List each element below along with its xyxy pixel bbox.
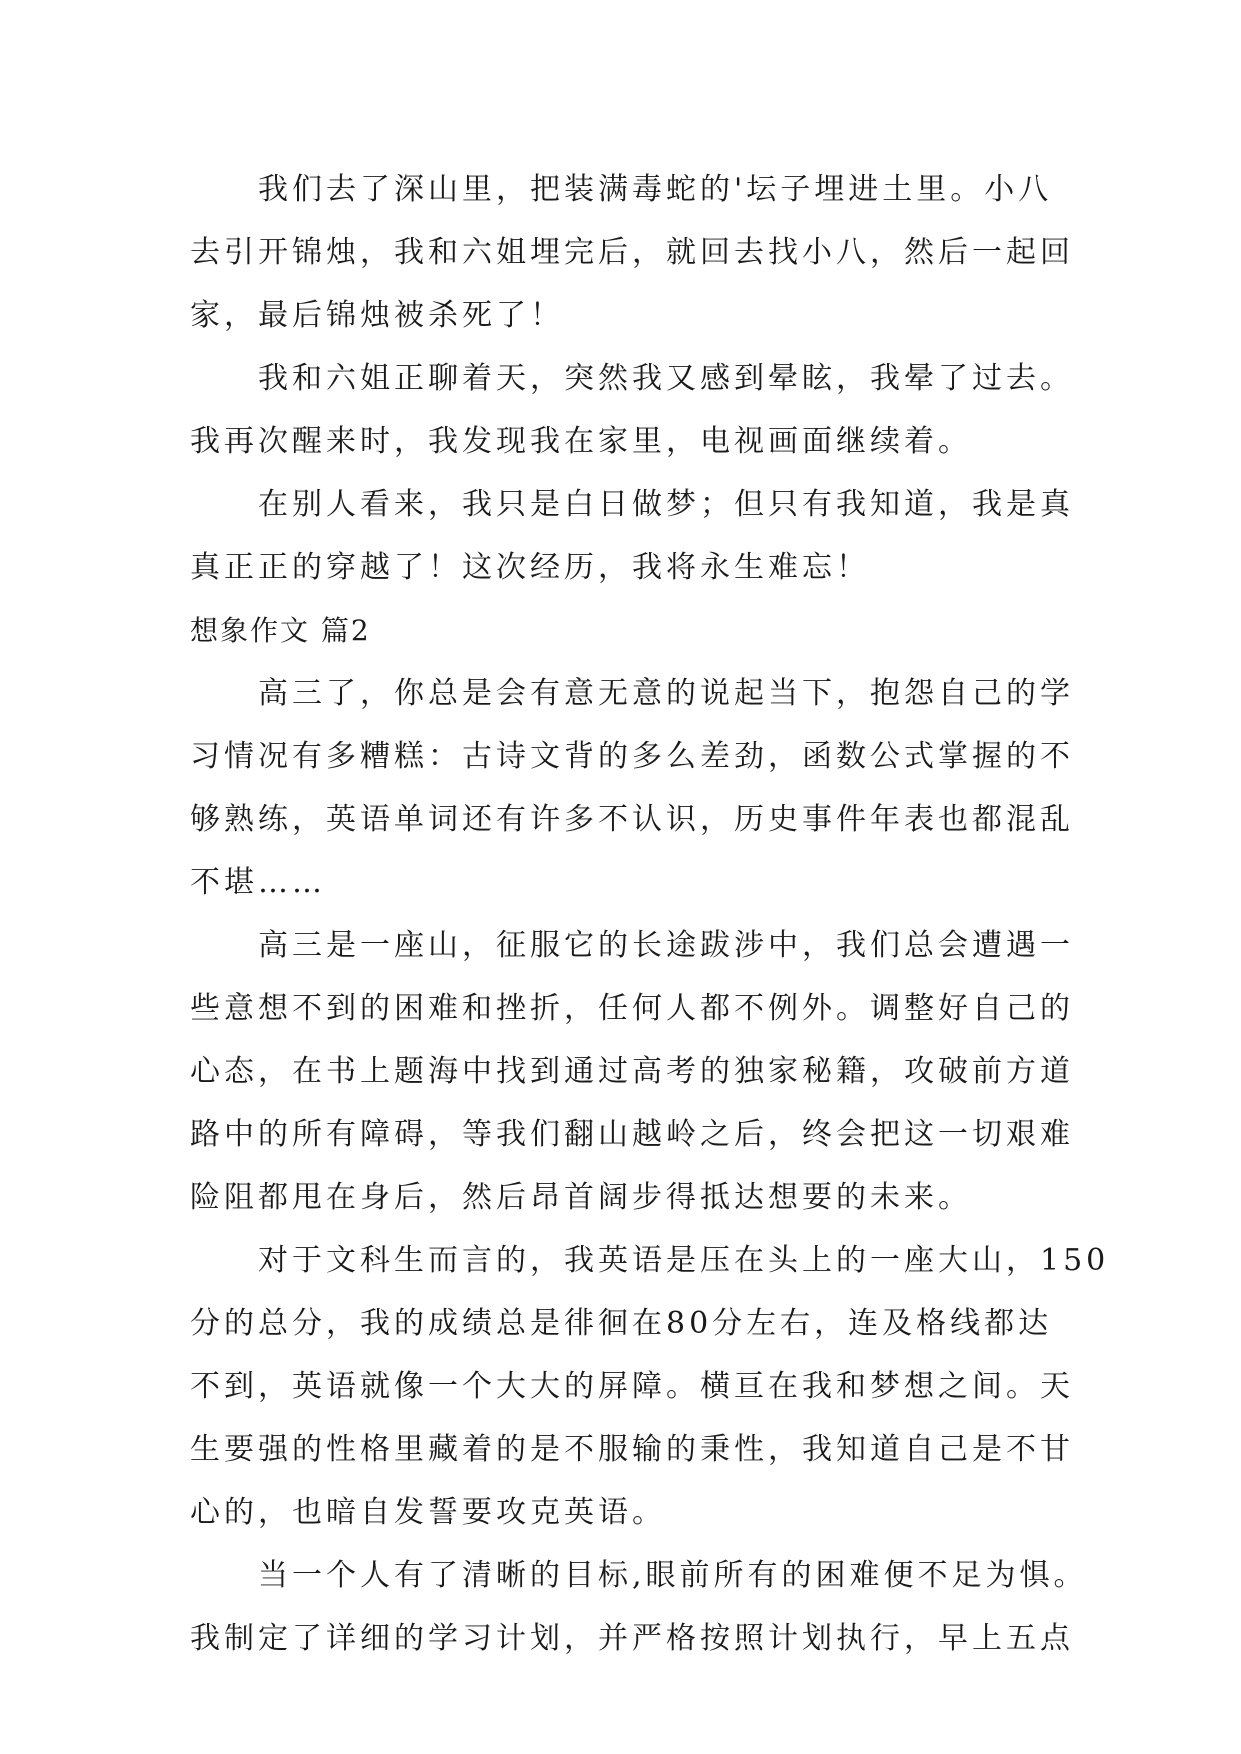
paragraph-5 — [190, 914, 1074, 1229]
text-line: 我再次醒来时，我发现我在家里，电视画面继续着。 — [190, 424, 972, 459]
paragraph-4 — [190, 662, 1074, 914]
document-body — [190, 158, 1110, 1670]
text-line: 生要强的性格里藏着的是不服输的秉性，我知道自己是不甘 — [190, 1432, 1074, 1467]
text-line: 我们去了深山里，把装满毒蛇的'坛子埋进土里。小八 — [258, 172, 1053, 207]
paragraph-3 — [190, 473, 1074, 599]
section-heading: 想象作文 篇2 — [190, 614, 371, 647]
text-line: 不堪…… — [190, 865, 326, 900]
paragraph-7 — [190, 1544, 1088, 1670]
text-line: 高三了，你总是会有意无意的说起当下，抱怨自己的学 — [258, 676, 1074, 711]
text-line: 去引开锦烛，我和六姐埋完后，就回去找小八，然后一起回 — [190, 235, 1074, 270]
text-line: 高三是一座山，征服它的长途跋涉中，我们总会遭遇一 — [258, 928, 1074, 963]
text-line: 我制定了详细的学习计划，并严格按照计划执行，早上五点 — [190, 1621, 1074, 1656]
text-line: 在别人看来，我只是白日做梦；但只有我知道，我是真 — [258, 487, 1074, 522]
paragraph-6 — [190, 1229, 1110, 1544]
text-line: 不到，英语就像一个大大的屏障。横亘在我和梦想之间。天 — [190, 1369, 1074, 1404]
text-line: 些意想不到的困难和挫折，任何人都不例外。调整好自己的 — [190, 991, 1074, 1026]
text-line: 习情况有多糟糕：古诗文背的多么差劲，函数公式掌握的不 — [190, 739, 1074, 774]
paragraph-2 — [190, 347, 1074, 473]
text-line: 对于文科生而言的，我英语是压在头上的一座大山，150 — [258, 1243, 1110, 1278]
text-line: 路中的所有障碍，等我们翻山越岭之后，终会把这一切艰难 — [190, 1117, 1074, 1152]
text-line: 心态，在书上题海中找到通过高考的独家秘籍，攻破前方道 — [190, 1054, 1074, 1089]
text-line: 家，最后锦烛被杀死了！ — [190, 298, 564, 333]
text-line: 心的，也暗自发誓要攻克英语。 — [190, 1495, 666, 1530]
paragraph-1 — [190, 158, 1074, 347]
text-line: 当一个人有了清晰的目标,眼前所有的困难便不足为惧。 — [258, 1558, 1088, 1593]
text-line: 够熟练，英语单词还有许多不认识，历史事件年表也都混乱 — [190, 802, 1074, 837]
text-line: 险阻都甩在身后，然后昂首阔步得抵达想要的未来。 — [190, 1180, 972, 1215]
text-line: 分的总分，我的成绩总是徘徊在80分左右，连及格线都达 — [190, 1306, 1053, 1341]
text-line: 我和六姐正聊着天，突然我又感到晕眩，我晕了过去。 — [258, 361, 1074, 396]
text-line: 真正正的穿越了！这次经历，我将永生难忘！ — [190, 550, 870, 585]
